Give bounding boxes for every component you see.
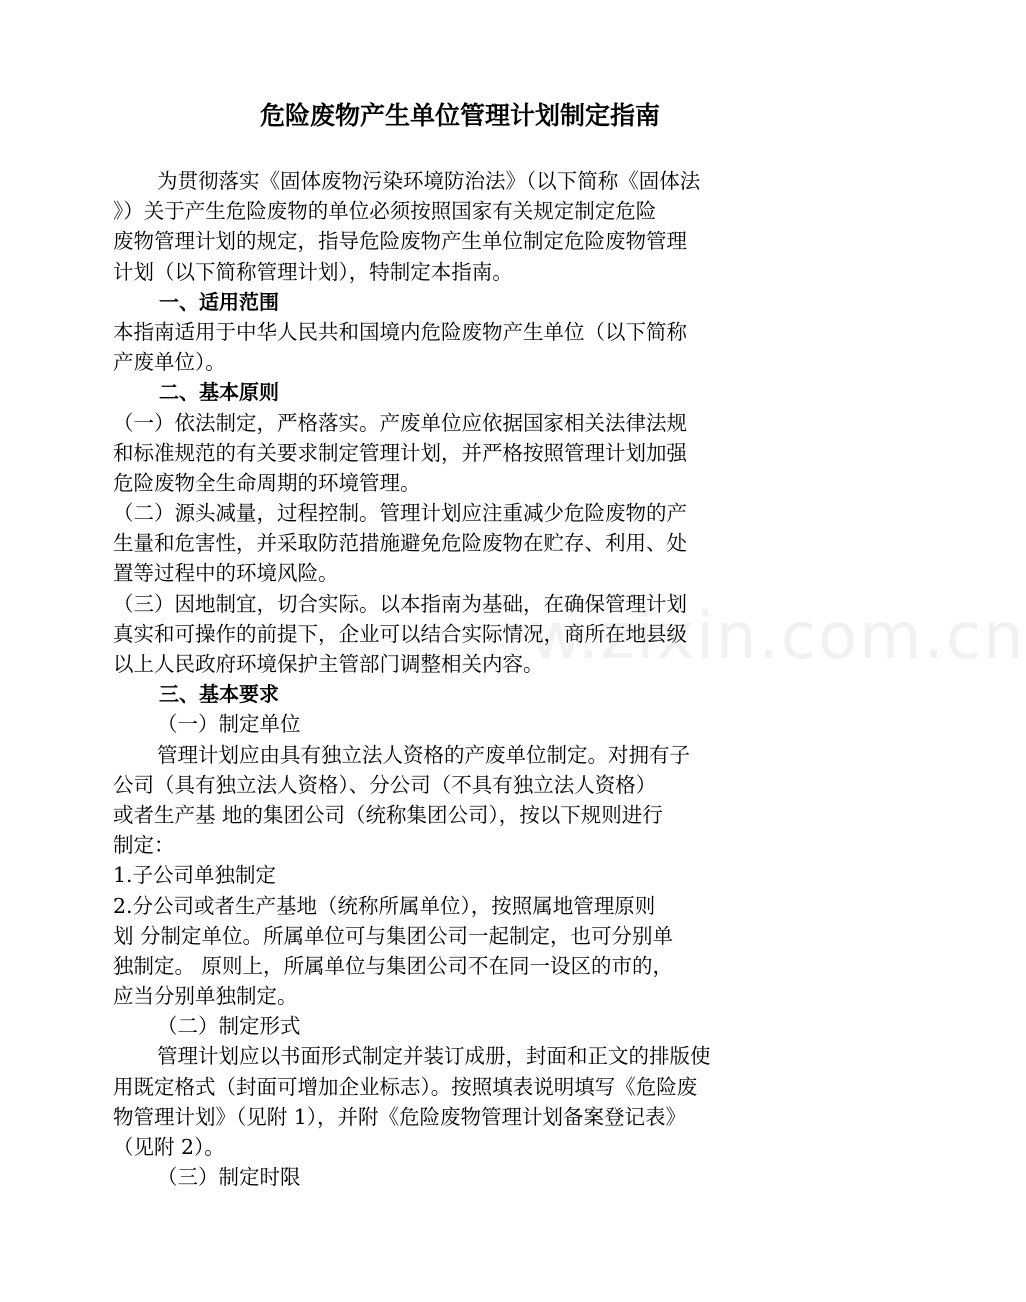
- paragraph-line: 或者生产基 地的集团公司（统称集团公司），按以下规则进行: [113, 802, 663, 827]
- paragraph-line: 和标准规范的有关要求制定管理计划，并严格按照管理计划加强: [113, 440, 687, 465]
- paragraph-line: 制定：: [113, 833, 175, 858]
- paragraph-line: 生量和危害性，并采取防范措施避免危险废物在贮存、利用、处: [113, 531, 687, 556]
- paragraph-line: （见附 2）。: [113, 1135, 225, 1159]
- paragraph-line: 管理计划应以书面形式制定并装订成册，封面和正文的排版使: [157, 1044, 711, 1069]
- paragraph-line: 置等过程中的环境风险。: [113, 561, 339, 586]
- page-title: 危险废物产生单位管理计划制定指南: [259, 101, 660, 130]
- paragraph-line: 危险废物全生命周期的环境管理。: [113, 470, 421, 495]
- paragraph-line: （三）因地制宜，切合实际。以本指南为基础，在确保管理计划: [113, 591, 687, 616]
- paragraph-line: 以上人民政府环境保护主管部门调整相关内容。: [113, 652, 544, 676]
- paragraph-line: 划 分制定单位。所属单位可与集团公司一起制定，也可分别单: [113, 923, 674, 948]
- subsection-heading: （一）制定单位: [157, 712, 301, 737]
- paragraph-line: 独制定。 原则上，所属单位与集团公司不在同一设区的市的，: [113, 953, 674, 978]
- paragraph-line: 用既定格式（封面可增加企业标志）。按照填表说明填写《危险废: [113, 1074, 698, 1099]
- paragraph-line: 1.子公司单独制定: [113, 863, 277, 888]
- paragraph-line: （二）源头减量，过程控制。管理计划应注重减少危险废物的产: [113, 501, 687, 526]
- subsection-heading: （三）制定时限: [157, 1165, 301, 1190]
- paragraph-line: 2.分公司或者生产基地（统称所属单位），按照属地管理原则: [113, 893, 656, 918]
- paragraph-line: 应当分别单独制定。: [113, 984, 298, 1009]
- paragraph-line: 管理计划应由具有独立法人资格的产废单位制定。对拥有子: [157, 742, 690, 767]
- paragraph-line: 公司（具有独立法人资格）、分公司（不具有独立法人资格）: [113, 772, 657, 797]
- section-heading: 三、基本要求: [159, 682, 279, 707]
- paragraph-line: 计划（以下简称管理计划），特制定本指南。: [113, 259, 513, 284]
- paragraph-line: 本指南适用于中华人民共和国境内危险废物产生单位（以下简称: [113, 319, 687, 344]
- paragraph-line: 废物管理计划的规定，指导危险废物产生单位制定危险废物管理: [113, 229, 687, 254]
- subsection-heading: （二）制定形式: [157, 1014, 301, 1039]
- section-heading: 一、适用范围: [159, 289, 279, 314]
- paragraph-line: 》）关于产生危险废物的单位必须按照国家有关规定制定危险: [113, 199, 657, 224]
- paragraph-line: 为贯彻落实《固体废物污染环境防治法》（以下简称《固体法: [157, 169, 701, 193]
- paragraph-line: 产废单位）。: [113, 350, 226, 375]
- paragraph-line: （一）依法制定，严格落实。产废单位应依据国家相关法律法规: [113, 410, 687, 435]
- document-body: [113, 166, 753, 1192]
- paragraph-line: 物管理计划》（见附 1），并附《危险废物管理计划备案登记表》: [113, 1104, 687, 1129]
- section-heading: 二、基本原则: [159, 380, 279, 405]
- watermark: w.zixin.com.cn: [530, 600, 1026, 674]
- paragraph-line: 真实和可操作的前提下，企业可以结合实际情况，商所在地县级: [113, 621, 687, 646]
